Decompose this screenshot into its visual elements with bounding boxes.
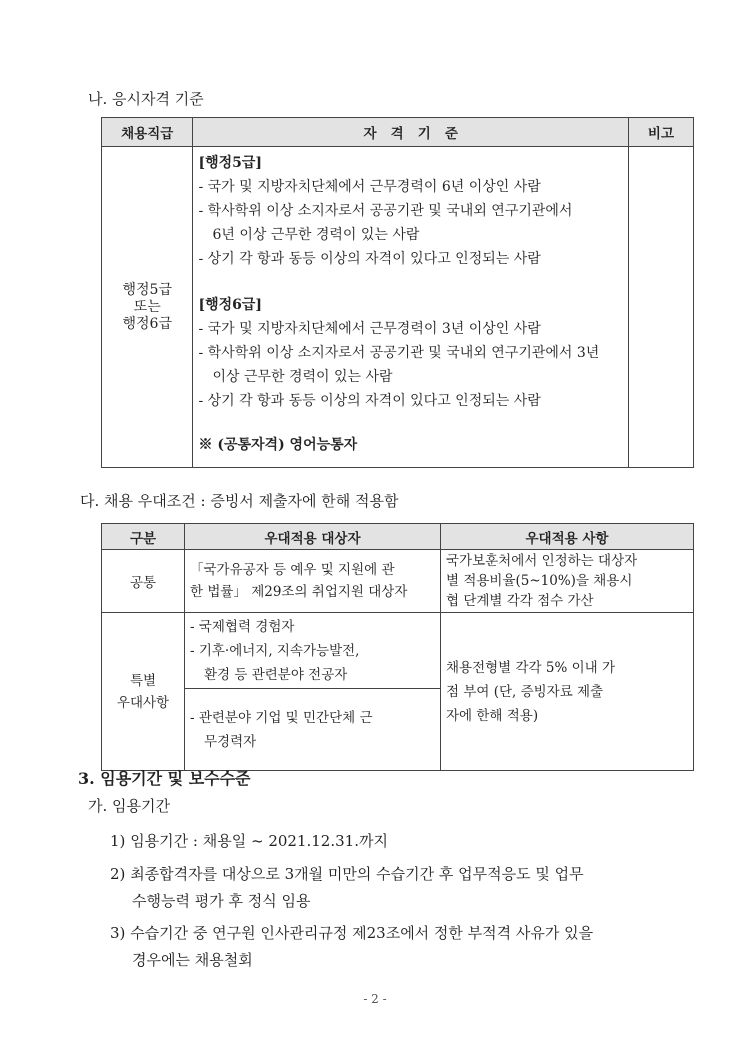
target-line: 「국가유공자 등 예우 및 지원에 관 (190, 562, 395, 578)
target-line: - 관련분야 기업 및 민간단체 근 (190, 709, 373, 726)
detail-line: 협 단계별 각각 점수 가산 (446, 593, 594, 609)
grade5-line: 6년 이상 근무한 경력이 있는 사람 (212, 227, 420, 243)
grade6-line: - 학사학위 이상 소지자로서 공공기관 및 국내외 연구기관에서 3년 (198, 345, 600, 361)
special-target-b (185, 689, 441, 771)
section-na-title: 나. 응시자격 기준 (88, 90, 204, 108)
item-2 (110, 861, 584, 915)
header-category: 구분 (102, 524, 185, 550)
grade5-line: - 상기 각 항과 동등 이상의 자격이 있다고 인정되는 사람 (198, 251, 541, 267)
item-number: 2) (110, 865, 126, 883)
qualification-table (101, 117, 694, 468)
common-detail (441, 550, 694, 613)
note-cell (628, 147, 693, 468)
grade5-line: - 국가 및 지방자치단체에서 근무경력이 6년 이상인 사람 (198, 179, 541, 195)
special-label (102, 613, 185, 771)
preference-table (101, 523, 694, 771)
target-line: 한 법률」 제29조의 취업지원 대상자 (190, 584, 408, 600)
item-number: 1) (110, 832, 126, 850)
item-line: 경우에는 채용철회 (132, 951, 253, 969)
grade5-title: [행정5급] (198, 155, 263, 171)
label-line: 우대사항 (116, 694, 170, 711)
target-line: - 기후·에너지, 지속가능발전, (190, 642, 360, 659)
page-number: - 2 - (363, 992, 387, 1006)
target-line: - 국제협력 경험자 (190, 618, 295, 635)
sub-ga-title: 가. 임용기간 (88, 797, 170, 815)
criteria-cell (193, 147, 628, 468)
rank-line: 행정6급 (122, 315, 172, 332)
grade6-line: - 국가 및 지방자치단체에서 근무경력이 3년 이상인 사람 (198, 321, 541, 337)
detail-line: 자에 한해 적용) (446, 707, 539, 724)
target-line: 무경력자 (204, 733, 257, 750)
header-criteria: 자 격 기 준 (193, 118, 628, 147)
item-1 (110, 830, 388, 851)
item-number: 3) (110, 924, 126, 942)
rank-cell (102, 147, 193, 468)
detail-line: 점 부여 (단, 증빙자료 제출 (446, 683, 604, 700)
section-da-title: 다. 채용 우대조건 : 증빙서 제출자에 한해 적용함 (80, 492, 399, 510)
detail-line: 국가보훈처에서 인정하는 대상자 (446, 553, 638, 569)
item-line: 수행능력 평가 후 정식 임용 (132, 892, 311, 910)
common-qualification: ※ (공통자격) 영어능통자 (198, 437, 358, 453)
grade6-title: [행정6급] (198, 297, 263, 313)
item-line: 수습기간 중 연구원 인사관리규정 제23조에서 정한 부적격 사유가 있을 (130, 924, 594, 942)
grade6-line: - 상기 각 항과 동등 이상의 자격이 있다고 인정되는 사람 (198, 393, 541, 409)
grade6-line: 이상 근무한 경력이 있는 사람 (212, 369, 393, 385)
common-target (185, 550, 441, 613)
special-target-a (185, 613, 441, 689)
item-line: 임용기간 : 채용일 ~ 2021.12.31.까지 (130, 832, 388, 850)
header-detail: 우대적용 사항 (441, 524, 694, 550)
special-detail (441, 613, 694, 771)
detail-line: 채용전형별 각각 5% 이내 가 (446, 659, 615, 676)
rank-line: 또는 (133, 298, 161, 315)
label-line: 특별 (129, 672, 157, 689)
detail-line: 별 적용비율(5~10%)을 채용시 (446, 573, 633, 589)
header-rank: 채용직급 (102, 118, 193, 147)
item-3 (110, 920, 593, 974)
section3-title: 3. 임용기간 및 보수수준 (78, 769, 251, 788)
grade5-line: - 학사학위 이상 소지자로서 공공기관 및 국내외 연구기관에서 (198, 203, 573, 219)
header-target: 우대적용 대상자 (185, 524, 441, 550)
target-line: 환경 등 관련분야 전공자 (204, 666, 348, 683)
header-note: 비고 (628, 118, 693, 147)
item-line: 최종합격자를 대상으로 3개월 미만의 수습기간 후 업무적응도 및 업무 (130, 865, 584, 883)
common-label: 공통 (102, 550, 185, 613)
rank-line: 행정5급 (122, 281, 172, 298)
